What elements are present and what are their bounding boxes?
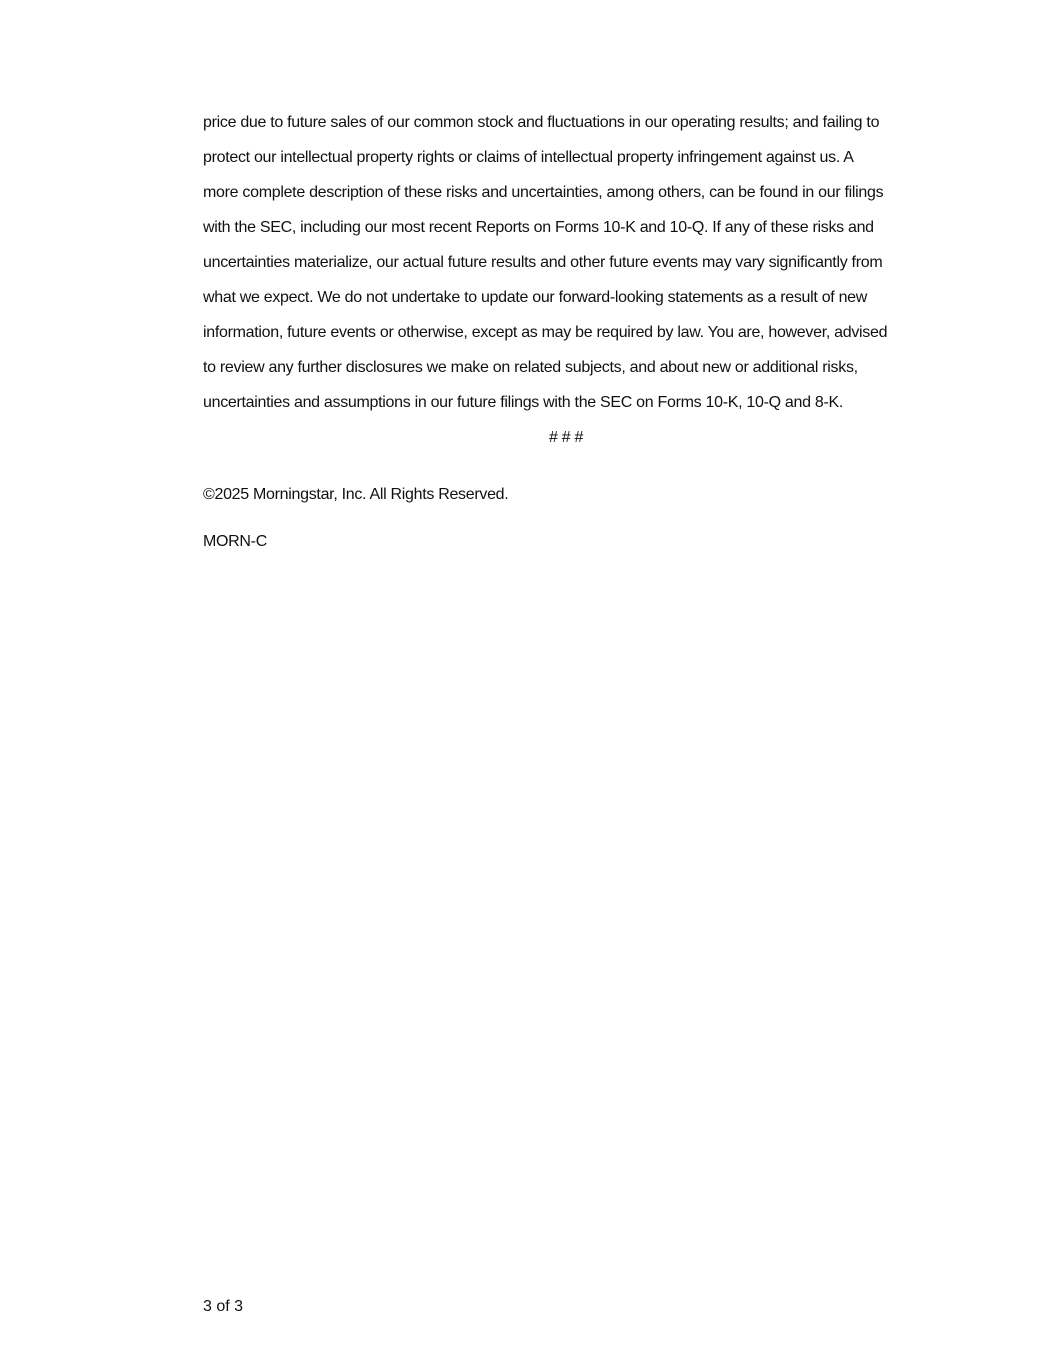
paragraph-line: information, future events or otherwise, except as may be required by law. You are, however, advised <box>203 324 888 341</box>
paragraph-line: with the SEC, including our most recent Reports on Forms 10-K and 10-Q. If any of these risks and <box>203 219 874 236</box>
paragraph-line: price due to future sales of our common stock and fluctuations in our operating results; and failing to <box>203 114 880 131</box>
paragraph-line: protect our intellectual property rights or claims of intellectual property infringement against us. A <box>203 149 854 166</box>
copyright-notice: ©2025 Morningstar, Inc. All Rights Reserved. <box>203 486 509 503</box>
paragraph-line: uncertainties materialize, our actual future results and other future events may vary significantly from <box>203 254 883 271</box>
page-number: 3 of 3 <box>203 1298 244 1315</box>
end-of-release-separator: # # # <box>548 429 584 446</box>
paragraph-line: what we expect. We do not undertake to update our forward-looking statements as a result of new <box>203 289 868 306</box>
forward-looking-statements-paragraph <box>203 105 903 455</box>
paragraph-line: more complete description of these risks and uncertainties, among others, can be found in our filings <box>203 184 884 201</box>
paragraph-line: uncertainties and assumptions in our future filings with the SEC on Forms 10-K, 10-Q and 8-K. <box>203 394 843 411</box>
paragraph-line: to review any further disclosures we make on related subjects, and about new or additional risks, <box>203 359 858 376</box>
ticker-code: MORN-C <box>203 533 267 550</box>
